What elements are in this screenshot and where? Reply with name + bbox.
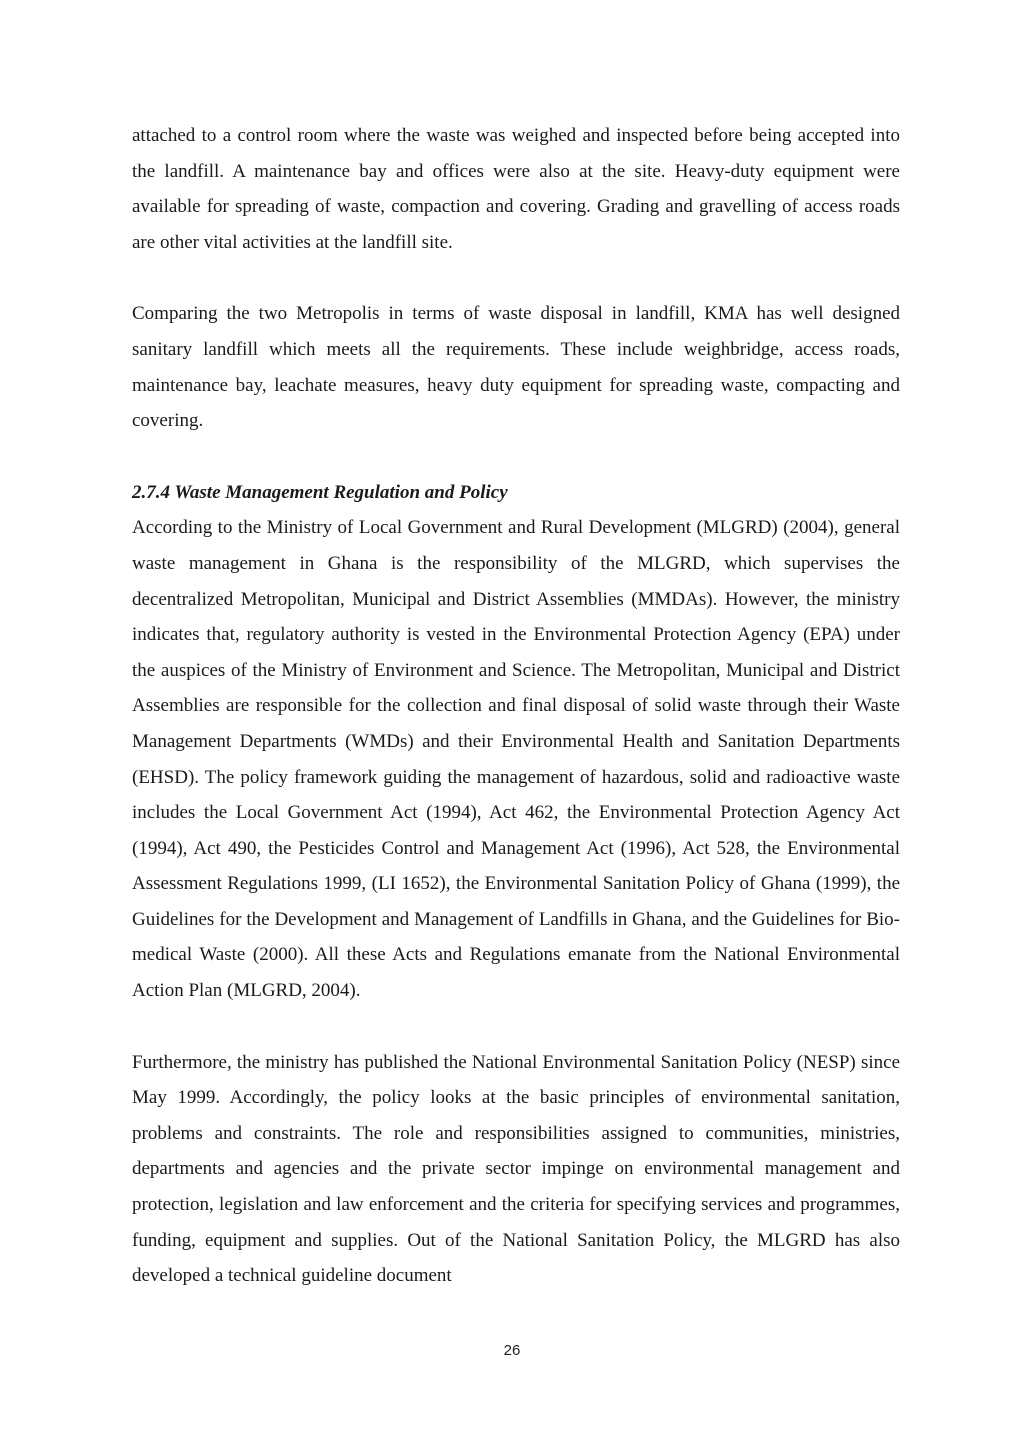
page-number: 26 — [503, 1342, 521, 1359]
paragraph-metropolis-comparison: Comparing the two Metropolis in terms of waste disposal in landfill, KMA has well designed sanitary landfill which meets all the requirements. These include weighbridge, access roads, maintenance bay, leachate measures, heavy duty equipment for spreading waste, compacting and covering. — [132, 303, 900, 432]
paragraph-spacer — [132, 439, 900, 475]
document-body — [132, 118, 900, 1294]
paragraph-spacer — [132, 1009, 900, 1045]
paragraph-landfill-facilities: attached to a control room where the waste was weighed and inspected before being accepted into the landfill. A maintenance bay and offices were also at the site. Heavy-duty equipment were available for spreading of waste, compaction and covering. Grading and gravelling of access roads are other vital activities at the landfill site. — [132, 125, 900, 253]
paragraph-sanitation-policy: Furthermore, the ministry has published the National Environmental Sanitation Policy (NESP) since May 1999. Accordingly, the policy looks at the basic principles of environmental sanitation, problems and constraints. The role and responsibilities assigned to communities, ministries, departments and agencies and the private sector impinge on environmental management and protection, legislation and law enforcement and the criteria for specifying services and programmes, funding, equipment and supplies. Out of the National Sanitation Policy, the MLGRD has also developed a technical guideline document — [132, 1051, 900, 1287]
paragraph-spacer — [132, 260, 900, 296]
paragraph-regulation-framework: According to the Ministry of Local Government and Rural Development (MLGRD) (2004), general waste management in Ghana is the responsibility of the MLGRD, which supervises the decentralized Metropolitan, Municipal and District Assemblies (MMDAs). However, the ministry indicates that, regulatory authority is vested in the Environmental Protection Agency (EPA) under the auspices of the Ministry of Environment and Science. The Metropolitan, Municipal and District Assemblies are responsible for the collection and final disposal of solid waste through their Waste Management Departments (WMDs) and their Environmental Health and Sanitation Departments (EHSD). The policy framework guiding the management of hazardous, solid and radioactive waste includes the Local Government Act (1994), Act 462, the Environmental Protection Agency Act (1994), Act 490, the Pesticides Control and Management Act (1996), Act 528, the Environmental Assessment Regulations 1999, (LI 1652), the Environmental Sanitation Policy of Ghana (1999), the Guidelines for the Development and Management of Landfills in Ghana, and the Guidelines for Bio-medical Waste (2000). All these Acts and Regulations emanate from the National Environmental Action Plan (MLGRD, 2004). — [132, 517, 900, 1002]
section-heading: 2.7.4 Waste Management Regulation and Policy — [132, 481, 508, 503]
